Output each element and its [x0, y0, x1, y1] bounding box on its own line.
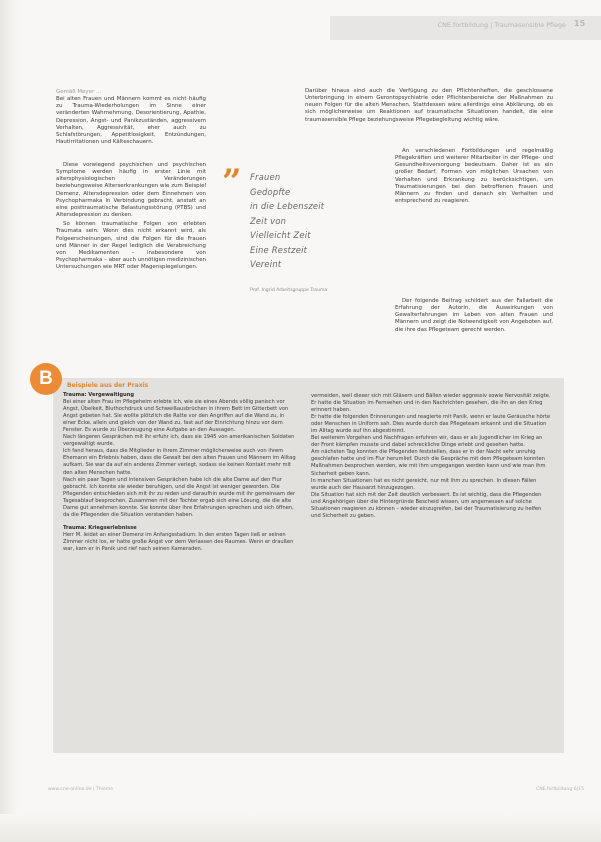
box-paragraph: Nach ein paar Tagen und intensiven Gesprächen habe ich die alte Dame auf den Flur gebracht. Ich konnte sie wieder beruhigen, und die Angst ist weniger geworden. Die Pflegenden entschieden sich mit ihr zu reden und daraufhin wurde mit ihr gemeinsam der Tagesablauf besprochen. Zusammen mit der Tochter ergab sich eine Lösung, die die alte Dame gut annehmen konnte. Sie konnte über ihre Erfahrungen sprechen und sich öffnen, da die Pflegenden die Situation verstanden haben.: [63, 476, 296, 518]
quote-line: Vereint: [250, 259, 282, 269]
quote-source: Prof. Ingrid Arbeitsgruppe Trauma: [250, 288, 328, 293]
paragraph: Diese vorwiegend psychischen und psychischen Symptome werden häufig in erster Linie mit altersphysiologischen Veränderungen beziehungsweise Alterserkrankungen wie zum Beispiel Demenz, Altersdepression oder dem Einnehmen von Psychopharmaka in Verbindung gebracht, anstatt an eine posttraumatische Belastungsstörung (PTBS) und Altersdepression zu denken.: [56, 162, 206, 219]
box-badge: B: [30, 363, 62, 395]
page-edge: [0, 0, 18, 842]
cutoff-line: Gemäß Meyer ...: [56, 89, 102, 95]
right-column-top: [305, 88, 553, 124]
quote-line: Frauen: [250, 172, 281, 182]
quote-line: Eine Restzeit: [250, 244, 308, 255]
page-edge-bottom: [0, 814, 601, 842]
paragraph: Darüber hinaus sind auch die Verfügung zu den Pflichtenheften, die geschlossene Unterbringung in einem Gerontopsychiatrie oder Pflichtenbereiche der Maßnahmen zu neuen Folgen für die alten Menschen. Stattdessen wäre allerdings eine Abklärung, ob es sich möglicherweise um Reaktionen auf traumatische Situationen handelt, die eine traumasensible Pflege beziehungsweise Pflegebegleitung wichtig wäre.: [305, 88, 553, 123]
footer-right: CNE.fortbildung 6|15: [536, 787, 585, 792]
box-paragraph: Ich fand heraus, dass die Mitglieder in ihrem Zimmer möglicherweise auch von ihrem Ehemann ein Erlebnis haben, dass die Gewalt bei den alten Frauen und Männern im Alltag aufkam. Sie war da auf ein anderes Zimmer verlegt, sodass sie keinen Kontakt mehr mit den alten Menschen hatte.: [63, 448, 296, 476]
box-paragraph: Herr M. leidet an einer Demenz im Anfangsstadium. In den ersten Tagen ließ er seinen Zimmer nicht los, er hatte große Angst vor dem Verlassen des Raumes. Wenn er draußen war, kam er in Panik und rief nach seinen Kameraden.: [63, 531, 294, 552]
box-title: Beispiele aus der Praxis: [67, 382, 149, 389]
box-paragraph: In manchen Situationen hat es nicht gereicht, nur mit ihm zu sprechen. In diesen Fällen wurde auch der Hausarzt hinzugezogen.: [311, 477, 537, 491]
pull-quote: [250, 170, 365, 272]
box-paragraph: vermeiden, weil dieser sich mit Gläsern und Bällen wieder aggressiv sowie Nervosität zeigte. Er hatte die Situation im Fernsehen und in den Nachrichten gesehen, die ihn an den Krieg erinnert haben.: [311, 393, 551, 414]
box-subheading: Trauma: Vergewaltigung: [63, 392, 135, 398]
quote-mark-icon: ”: [222, 162, 242, 202]
box-paragraph: Bei einer alten Frau im Pflegeheim erlebte ich, wie sie eines Abends völlig panisch vor Angst, Übelkeit, Bluthochdruck und Schweißausbrüchen in ihrem Bett im Gitterbett von Angst gebeten hat. Sie wollte plötzlich die Ratte vor den Angriffen auf die Wand zu, in einer Ecke, allein und gleich von der Wand zu, fast auf der Einrichtung hinzu vor dem Fenster. Es wurde zu Überzeugung eine Aufgabe an den Aussagen.: [63, 399, 289, 434]
paragraph: Der folgende Beitrag schildert aus der Fallarbeit die Erfahrung der Autorin, die Auswirkungen von Gewalterfahrungen im Leben von alten Frauen und Männern und zeigt die Notwendigkeit von Angeboten auf, die ihre das Pflegeteam gerecht werden.: [395, 298, 553, 333]
box-paragraph: Am nächsten Tag konnten die Pflegenden feststellen, dass er in der Nacht sehr unruhig geschlafen hatte und im Flur herumlief. Durch die Gespräche mit dem Pflegeteam konnten Maßnahmen besprochen werden, wie mit ihm umgegangen werden kann und wie man ihm Sicherheit geben kann.: [311, 449, 546, 477]
running-head: CNE.fortbildung | Traumasensible Pflege: [437, 21, 566, 29]
box-paragraph: Er hatte die folgenden Erinnerungen und reagierte mit Panik, wenn er laute Geräusche hörte oder Menschen in Uniform sah. Dies wurde durch das Pflegeteam erkannt und die Situation im Alltag wurde auf ihn abgestimmt.: [311, 414, 551, 435]
footer-left: www.cne-online.de | Thieme: [48, 787, 114, 792]
paragraph: An verschiedenen Fortbildungen und regelmäßig Pflegekräften und weiterer Mitarbeiter in der Pflege- und Gesundheitsversorgung bedeutsam. Daher ist es ein großer Bedarf, Formen von möglichen Ursachen von Verhalten und Erkrankung zu berücksichtigen, um Traumatisierungen bei den betroffenen Frauen und Männern zu finden und danach ein Verhalten und entsprechend zu reagieren.: [395, 148, 553, 205]
right-column-bottom: [395, 298, 553, 334]
quote-line: Zeit von: [250, 215, 287, 226]
quote-line: in die Lebenszeit: [250, 201, 325, 211]
left-column-top: [56, 89, 206, 146]
left-column: [56, 162, 206, 271]
right-column: [395, 148, 553, 205]
quote-line: Vielleicht Zeit: [250, 230, 311, 240]
paragraph: So können traumatische Folgen von erlebten Traumata sein: Wenn dies nicht erkannt wird, als Folgeerscheinungen, sind die Folgen für die Frauen und Männer in der Regel lediglich die Verabreichung von Medikamenten – insbesondere von Psychopharmaka – aber auch unnötigen medizinischen Untersuchungen wie MRT oder Magenspiegelungen.: [56, 221, 206, 271]
box-left-column: [63, 392, 299, 553]
box-paragraph: Die Situation hat sich mit der Zeit deutlich verbessert. Es ist wichtig, dass die Pflegenden und Angehörigen über die Hintergründe Bescheid wissen, um angemessen auf solche Situationen reagieren zu können – wieder einzugreifen, bei der Traumatisierung zu helfen und Sicherheit zu geben.: [311, 491, 542, 519]
quote-line: Gedopfte: [250, 186, 291, 197]
box-right-column: [311, 393, 551, 520]
box-paragraph: Nach längeren Gesprächen mit ihr erfuhr ich, dass sie 1945 von amerikanischen Soldaten vergewaltigt wurde.: [63, 434, 295, 448]
page-number: 15: [574, 19, 586, 28]
paragraph: Bei alten Frauen und Männern kommt es nicht häufig zu Trauma-Wiederholungen im Sinne einer veränderten Wahrnehmung, Desorientierung, Apathie, Depression, Angst- und Panikzuständen, aggressivem Verhalten, Aggressivität, eher auch zu Schlafstörungen, Appetitlosigkeit, Entzündungen, Hautirritationen und Kälteschauern.: [56, 96, 206, 146]
box-subheading: Trauma: Kriegserlebnisse: [63, 524, 137, 531]
box-paragraph: Bei weiterem Vorgehen und Nachfragen erfuhren wir, dass er als Jugendlicher im Krieg an der Front kämpfen musste und dabei schreckliche Dinge erlebt und gesehen hatte.: [311, 435, 543, 449]
